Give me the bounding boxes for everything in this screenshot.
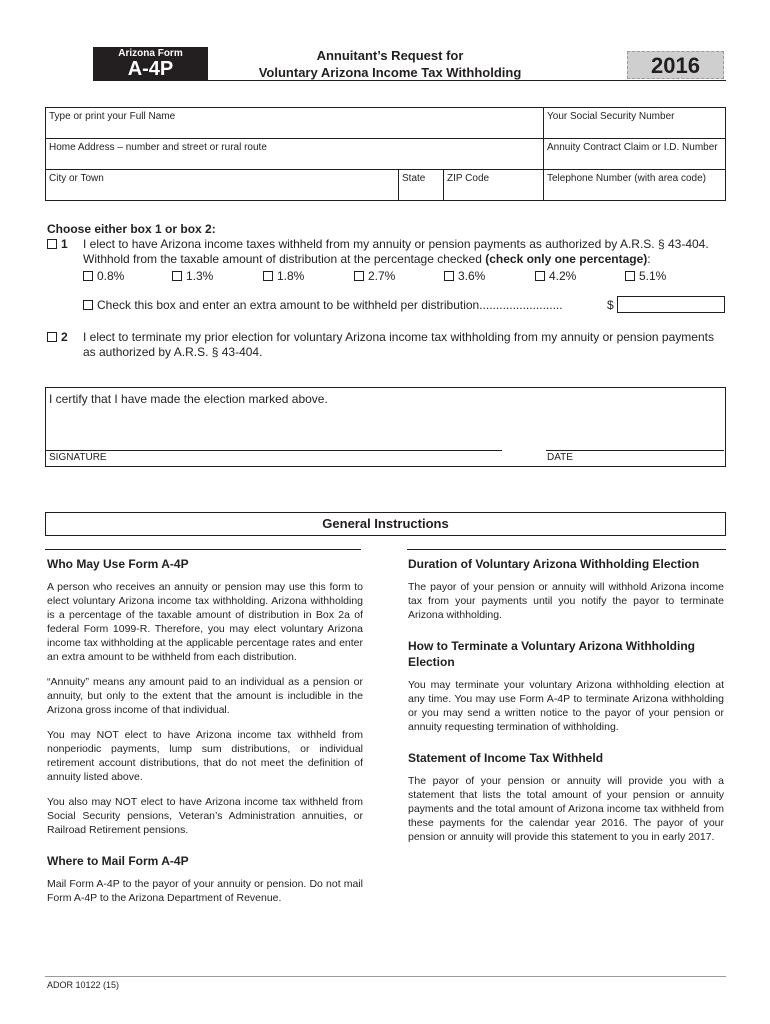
state-label: State <box>402 173 426 184</box>
signature-label: SIGNATURE <box>49 452 107 463</box>
terminate-paragraph: You may terminate your voluntary Arizona withholding election at any time. You may use Form A-4P to terminate Arizona withholding or you may send a written notice to the payor of your pension or annuity requesting termination of withholding. <box>408 679 724 733</box>
percent-checkbox[interactable] <box>444 271 454 281</box>
extra-amount-label: Check this box and enter an extra amount to be withheld per distribution......................... <box>97 298 563 312</box>
election-heading: Choose either box 1 or box 2: <box>47 222 216 236</box>
percent-checkbox[interactable] <box>263 271 273 281</box>
form-number-badge <box>93 47 208 80</box>
duration-heading: Duration of Voluntary Arizona Withholding Election <box>408 557 700 571</box>
percent-label: 0.8% <box>97 269 125 283</box>
terminate-heading: How to Terminate a Voluntary Arizona Withholding Election <box>408 639 696 669</box>
zip-field[interactable] <box>443 170 543 201</box>
extra-amount-row <box>83 298 563 313</box>
extra-amount-checkbox[interactable] <box>83 300 93 310</box>
full-name-field[interactable] <box>46 108 543 138</box>
box1-text-line1: I elect to have Arizona income taxes withheld from my annuity or pension payments as authorized by A.R.S. § 43-404. <box>83 237 709 251</box>
row-name <box>46 108 725 139</box>
box2-number: 2 <box>61 330 68 344</box>
certification-box <box>45 387 726 467</box>
percent-label: 1.8% <box>277 269 305 283</box>
box1-text-line2-plain: Withhold from the taxable amount of distribution at the percentage checked <box>83 252 486 266</box>
row-address <box>46 139 725 170</box>
mail-paragraph: Mail Form A-4P to the payor of your annuity or pension. Do not mail Form A-4P to the Arizona Department of Revenue. <box>47 878 363 904</box>
city-field[interactable] <box>46 170 398 201</box>
percent-label: 3.6% <box>458 269 486 283</box>
title-line-1: Annuitant’s Request for <box>316 48 464 63</box>
box2-checkbox[interactable] <box>47 332 57 342</box>
ssn-label: Your Social Security Number <box>547 111 675 122</box>
dollar-sign: $ <box>607 298 614 312</box>
agency-label: Arizona Form <box>118 48 183 59</box>
extra-amount-input[interactable] <box>617 296 725 313</box>
phone-label: Telephone Number (with area code) <box>547 173 706 184</box>
box1-text-line2-bold: (check only one percentage) <box>485 252 648 266</box>
left-instruction-column <box>47 556 363 916</box>
date-line[interactable] <box>546 450 724 451</box>
box1-number: 1 <box>61 237 68 251</box>
signature-line[interactable] <box>46 450 502 451</box>
full-name-label: Type or print your Full Name <box>49 111 176 122</box>
percent-option-5-1[interactable] <box>625 269 666 283</box>
statement-heading: Statement of Income Tax Withheld <box>408 751 604 765</box>
who-paragraph-1: A person who receives an annuity or pension may use this form to elect voluntary Arizona income tax withholding. Arizona withholding is a percentage of the taxable amount of distribution in Box 2a of federal Form 1099-R. Therefore, you may elect voluntary Arizona income tax withholding at the applicable percentage rates and enter an extra amount to be withheld from each distribution. <box>47 581 363 663</box>
state-field[interactable] <box>398 170 443 201</box>
percent-checkbox[interactable] <box>172 271 182 281</box>
form-number: A-4P <box>127 58 174 80</box>
who-heading: Who May Use Form A-4P <box>47 557 189 571</box>
percent-label: 5.1% <box>639 269 667 283</box>
address-field[interactable] <box>46 139 543 169</box>
general-instructions-heading: General Instructions <box>45 512 726 536</box>
percent-checkbox[interactable] <box>354 271 364 281</box>
box2-text <box>83 330 728 360</box>
percent-option-4-2[interactable] <box>535 269 576 283</box>
percent-option-0-8[interactable] <box>83 269 124 283</box>
percent-checkbox[interactable] <box>83 271 93 281</box>
duration-paragraph: The payor of your pension or annuity will withhold Arizona income tax from your payments until you notify the payor to terminate Arizona withholding. <box>408 581 724 621</box>
box2-text-line1: I elect to terminate my prior election for voluntary Arizona income tax withholding from my annuity or pension payments <box>83 330 714 344</box>
box1-text-line2 <box>83 252 728 267</box>
right-column-rule <box>407 549 726 550</box>
who-paragraph-2: “Annuity” means any amount paid to an individual as a pension or annuity, but only to the extent that the amount is includible in the Arizona gross income of that individual. <box>47 676 363 716</box>
contract-id-label: Annuity Contract Claim or I.D. Number <box>547 142 718 153</box>
date-label: DATE <box>547 452 573 463</box>
phone-field[interactable] <box>543 170 725 201</box>
percent-checkbox[interactable] <box>625 271 635 281</box>
percent-label: 4.2% <box>549 269 577 283</box>
box1-text-colon: : <box>647 252 651 266</box>
percent-option-1-3[interactable] <box>172 269 213 283</box>
form-title <box>230 47 550 81</box>
taxpayer-info-grid <box>45 107 726 201</box>
statement-paragraph: The payor of your pension or annuity will provide you with a statement that lists the total amount of your pension or annuity payments and the total amount of Arizona income tax withheld from these payments for the calendar year 2016. The payor of your pension or annuity will provide this statement to you in early 2017. <box>408 775 724 843</box>
box1-text <box>83 237 728 267</box>
mail-heading: Where to Mail Form A-4P <box>47 854 189 868</box>
city-label: City or Town <box>49 173 104 184</box>
percent-option-3-6[interactable] <box>444 269 485 283</box>
percent-label: 2.7% <box>368 269 396 283</box>
contract-id-field[interactable] <box>543 139 725 169</box>
box2-text-line2: as authorized by A.R.S. § 43-404. <box>83 345 263 359</box>
form-code: ADOR 10122 (15) <box>47 980 120 990</box>
ssn-field[interactable] <box>543 108 725 138</box>
certify-statement: I certify that I have made the election marked above. <box>49 392 328 406</box>
zip-label: ZIP Code <box>447 173 490 184</box>
percent-option-1-8[interactable] <box>263 269 304 283</box>
box1-marker <box>47 237 68 252</box>
row-city <box>46 170 725 201</box>
address-label: Home Address – number and street or rural route <box>49 142 267 153</box>
percent-label: 1.3% <box>186 269 214 283</box>
footer-rule <box>45 976 726 977</box>
who-paragraph-4: You also may NOT elect to have Arizona income tax withheld from Social Security pensions, Veteran’s Administration annuities, or Railroad Retirement pensions. <box>47 796 363 836</box>
tax-year: 2016 <box>627 51 724 79</box>
percent-option-2-7[interactable] <box>354 269 395 283</box>
percent-checkbox[interactable] <box>535 271 545 281</box>
box1-checkbox[interactable] <box>47 239 57 249</box>
right-instruction-column <box>408 556 724 855</box>
title-line-2: Voluntary Arizona Income Tax Withholding <box>258 65 522 80</box>
left-column-rule <box>45 549 361 550</box>
header-rule <box>93 80 726 81</box>
who-paragraph-3: You may NOT elect to have Arizona income tax withheld from nonperiodic payments, lump sum distributions, or individual retirement account distributions, that do not meet the definition of annuity listed above. <box>47 729 363 783</box>
box2-marker <box>47 330 68 345</box>
